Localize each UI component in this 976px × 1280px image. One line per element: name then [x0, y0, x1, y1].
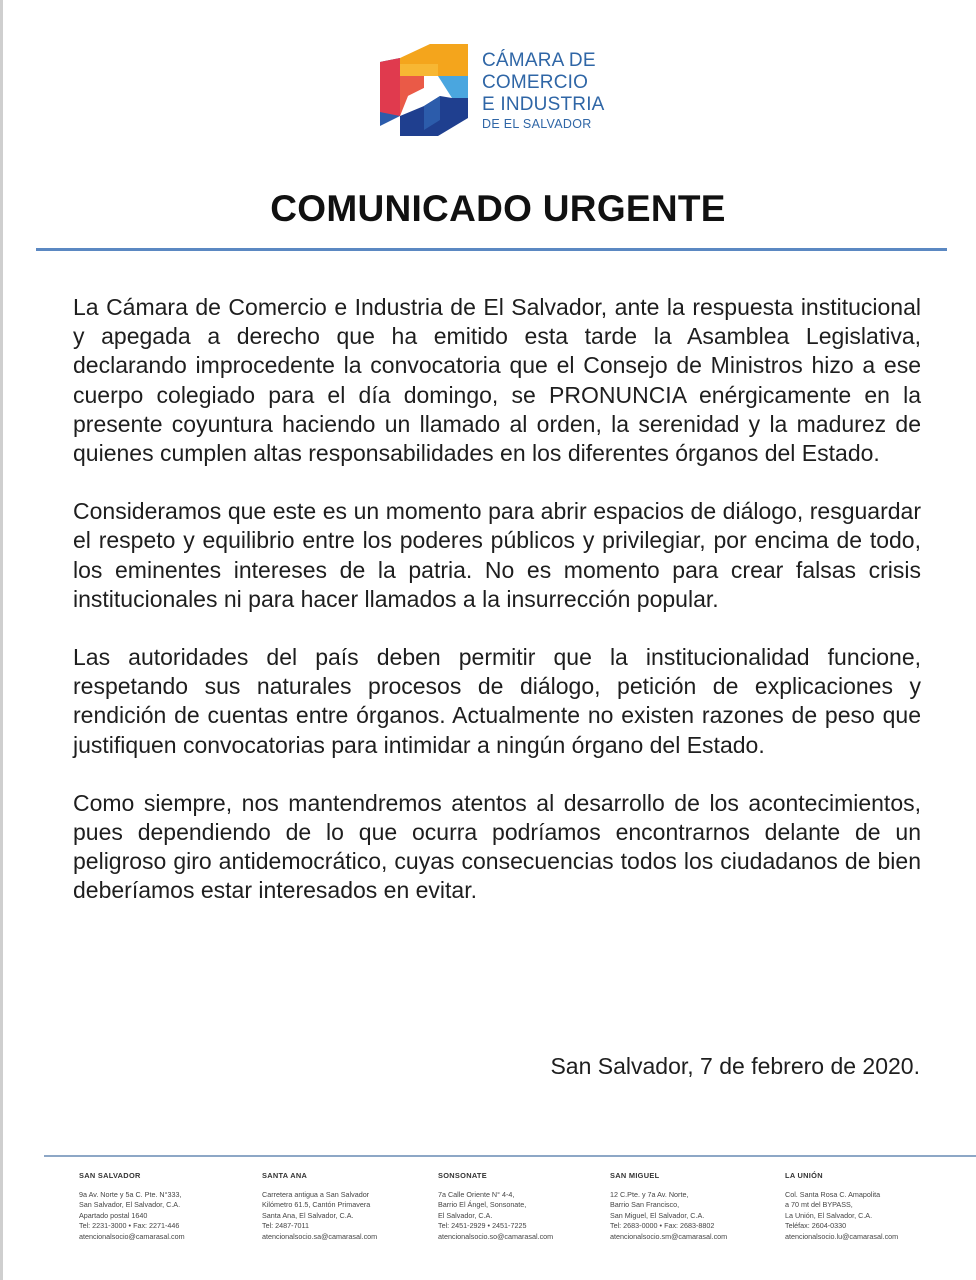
- office-san-miguel: [610, 1171, 780, 1243]
- office-city: SAN MIGUEL: [610, 1171, 660, 1180]
- brand-line-3: E INDUSTRIA: [482, 94, 605, 115]
- paragraph: Consideramos que este es un momento para abrir espacios de diálogo, resguardar el respeto y equilibrio entre los poderes públicos y privilegiar, por encima de todo, los eminentes intereses de la patria. No es momento para crear falsas crisis institucionales ni para hacer llamados a la insurrección popular.: [73, 498, 921, 612]
- office-line: Kilómetro 61.5, Cantón Primavera: [262, 1200, 371, 1210]
- logo-wordmark: [482, 50, 605, 132]
- office-city: SONSONATE: [438, 1171, 487, 1180]
- footer-divider: [44, 1155, 976, 1157]
- office-line: 9a Av. Norte y 5a C. Pte. N°333,: [79, 1189, 182, 1199]
- brand-line-2: COMERCIO: [482, 72, 589, 93]
- office-line: Col. Santa Rosa C. Amapolita: [785, 1189, 881, 1199]
- brand-line-1: CÁMARA DE: [482, 50, 596, 71]
- logo-cube-icon: [378, 40, 474, 140]
- office-line: Barrio El Ángel, Sonsonate,: [438, 1200, 527, 1210]
- office-santa-ana: [262, 1171, 432, 1243]
- office-line: San Salvador, El Salvador, C.A.: [79, 1200, 181, 1210]
- document-body: [73, 293, 921, 935]
- office-line: Tel: 2451-2929 • 2451-7225: [438, 1221, 527, 1231]
- office-city: SANTA ANA: [262, 1171, 308, 1180]
- office-city: SAN SALVADOR: [79, 1171, 141, 1180]
- office-line: San Miguel, El Salvador, C.A.: [610, 1210, 705, 1220]
- office-line: Tel: 2487-7011: [262, 1221, 310, 1231]
- office-line: Carretera antigua a San Salvador: [262, 1189, 370, 1199]
- office-email: atencionalsocio.lu@camarasal.com: [785, 1231, 899, 1241]
- office-san-salvador: [79, 1171, 249, 1243]
- office-sonsonate: [438, 1171, 608, 1243]
- office-line: 7a Calle Oriente N° 4-4,: [438, 1189, 515, 1199]
- date-line: San Salvador, 7 de febrero de 2020.: [550, 1053, 920, 1079]
- title-divider: [36, 248, 947, 251]
- office-line: Apartado postal 1640: [79, 1210, 148, 1220]
- office-line: La Unión, El Salvador, C.A.: [785, 1210, 873, 1220]
- office-email: atencionalsocio@camarasal.com: [79, 1231, 185, 1241]
- document-title: COMUNICADO URGENTE: [270, 188, 726, 229]
- office-line: El Salvador, C.A.: [438, 1210, 493, 1220]
- office-line: Santa Ana, El Salvador, C.A.: [262, 1210, 354, 1220]
- office-line: 12 C.Pte. y 7a Av. Norte,: [610, 1189, 689, 1199]
- office-email: atencionalsocio.sm@camarasal.com: [610, 1231, 728, 1241]
- office-email: atencionalsocio.sa@camarasal.com: [262, 1231, 378, 1241]
- office-city: LA UNIÓN: [785, 1171, 823, 1180]
- office-email: atencionalsocio.so@camarasal.com: [438, 1231, 554, 1241]
- paragraph: La Cámara de Comercio e Industria de El Salvador, ante la respuesta institucional y apegada a derecho que ha emitido esta tarde la Asamblea Legislativa, declarando improcedente la convocatoria que el Consejo de Ministros hizo a ese cuerpo colegiado para el día domingo, se PRONUNCIA enérgicamente en la presente coyuntura haciendo un llamado al orden, la serenidad y la madurez de quienes cumplen altas responsabilidades en los diferentes órganos del Estado.: [73, 294, 921, 467]
- paragraph: Las autoridades del país deben permitir que la institucionalidad funcione, respetando sus naturales procesos de diálogo, petición de explicaciones y rendición de cuentas entre órganos. Actualmente no existen razones de peso que justifiquen convocatorias para intimidar a ningún órgano del Estado.: [73, 644, 921, 758]
- office-line: a 70 mt del BYPASS,: [785, 1200, 853, 1210]
- office-line: Teléfax: 2604-0330: [785, 1221, 847, 1231]
- logo: [378, 40, 618, 140]
- office-la-union: [785, 1171, 955, 1243]
- paragraph: Como siempre, nos mantendremos atentos al desarrollo de los acontecimientos, pues dependiendo de lo que ocurra podríamos encontrarnos delante de un peligroso giro antidemocrático, cuyas consecuencias todos los ciudadanos de bien deberíamos estar interesados en evitar.: [73, 789, 921, 904]
- office-line: Tel: 2231-3000 • Fax: 2271-446: [79, 1221, 180, 1231]
- brand-line-4: DE EL SALVADOR: [482, 117, 592, 131]
- office-line: Tel: 2683-0000 • Fax: 2683-8802: [610, 1221, 715, 1231]
- office-line: Barrio San Francisco,: [610, 1200, 680, 1210]
